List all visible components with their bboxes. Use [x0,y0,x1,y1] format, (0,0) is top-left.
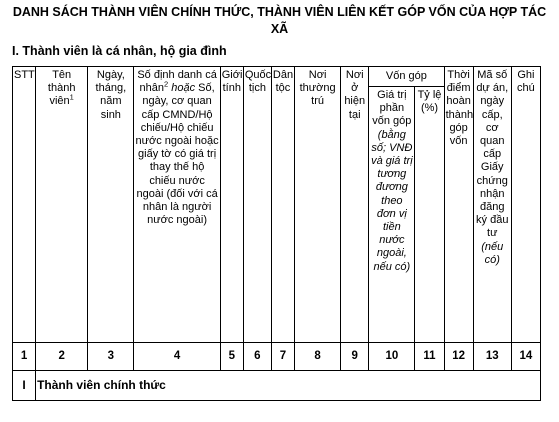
header-ma-so-text: Mã số dự án, ngày cấp, cơ quan cấp Giấy chứng nhận đăng ký đầu tư [476,69,509,240]
header-ten-text: Tên thành viên [47,69,76,108]
header-ngay-sinh: Ngày, tháng, năm sinh [88,67,134,343]
header-dan-toc: Dân tộc [271,67,294,343]
header-gia-tri-von-gop [369,87,415,343]
column-number: 11 [415,343,444,371]
header-giay-to-text: Số, ngày, cơ quan cấp CMND/Hộ chiếu/Hộ chiếu nước ngoài hoặc giấy tờ có giá trị thay thế hộ chiếu nước ngoài (đối với cá nhân là người nước ngoài) [135,82,219,227]
header-so-dinh-danh [134,67,220,343]
header-quoc-tich: Quốc tịch [243,67,271,343]
column-number: 9 [341,343,369,371]
column-number: 5 [220,343,243,371]
footnote-marker-1: 1 [69,92,74,102]
header-ma-so-note: (nếu có) [481,240,504,266]
header-gia-tri-text: Giá trị phần vốn góp [372,89,412,128]
column-number: 12 [444,343,473,371]
header-hoac: hoặc [168,82,196,95]
column-number: 13 [473,343,511,371]
footnote-marker-2: 2 [164,79,169,89]
member-table [12,66,541,401]
section-row-thanh-vien-chinh-thuc [13,371,541,401]
header-thoi-diem: Thời điểm hoàn thành góp vốn [444,67,473,343]
header-von-gop: Vốn góp [369,67,444,87]
column-number: 4 [134,343,220,371]
header-row-top [13,67,541,87]
header-gioi-tinh: Giới tính [220,67,243,343]
header-ghi-chu: Ghi chú [511,67,540,343]
column-number: 10 [369,343,415,371]
header-so-dinh-danh-text: Số định danh cá nhân [137,69,217,95]
column-number: 6 [243,343,271,371]
column-number-row [13,343,541,371]
column-number: 14 [511,343,540,371]
header-noi-thuong-tru: Nơi thường trú [295,67,341,343]
column-number: 2 [36,343,88,371]
header-ty-le: Tỷ lệ (%) [415,87,444,343]
header-stt: STT [13,67,36,343]
section-row-roman: I [13,371,36,401]
header-ten-thanh-vien [36,67,88,343]
column-number: 1 [13,343,36,371]
document-title: DANH SÁCH THÀNH VIÊN CHÍNH THỨC, THÀNH VIÊN LIÊN KẾT GÓP VỐN CỦA HỢP TÁC XÃ [12,5,547,36]
header-ma-so-du-an [473,67,511,343]
column-number: 8 [295,343,341,371]
header-noi-o-hien-tai: Nơi ở hiện tại [341,67,369,343]
section-row-label: Thành viên chính thức [36,371,541,401]
column-number: 7 [271,343,294,371]
column-number: 3 [88,343,134,371]
section-heading: I. Thành viên là cá nhân, hộ gia đình [12,44,227,58]
header-gia-tri-note: (bằng số; VNĐ và giá trị tương đương theo đơn vị tiền nước ngoài, nếu có) [371,128,413,273]
